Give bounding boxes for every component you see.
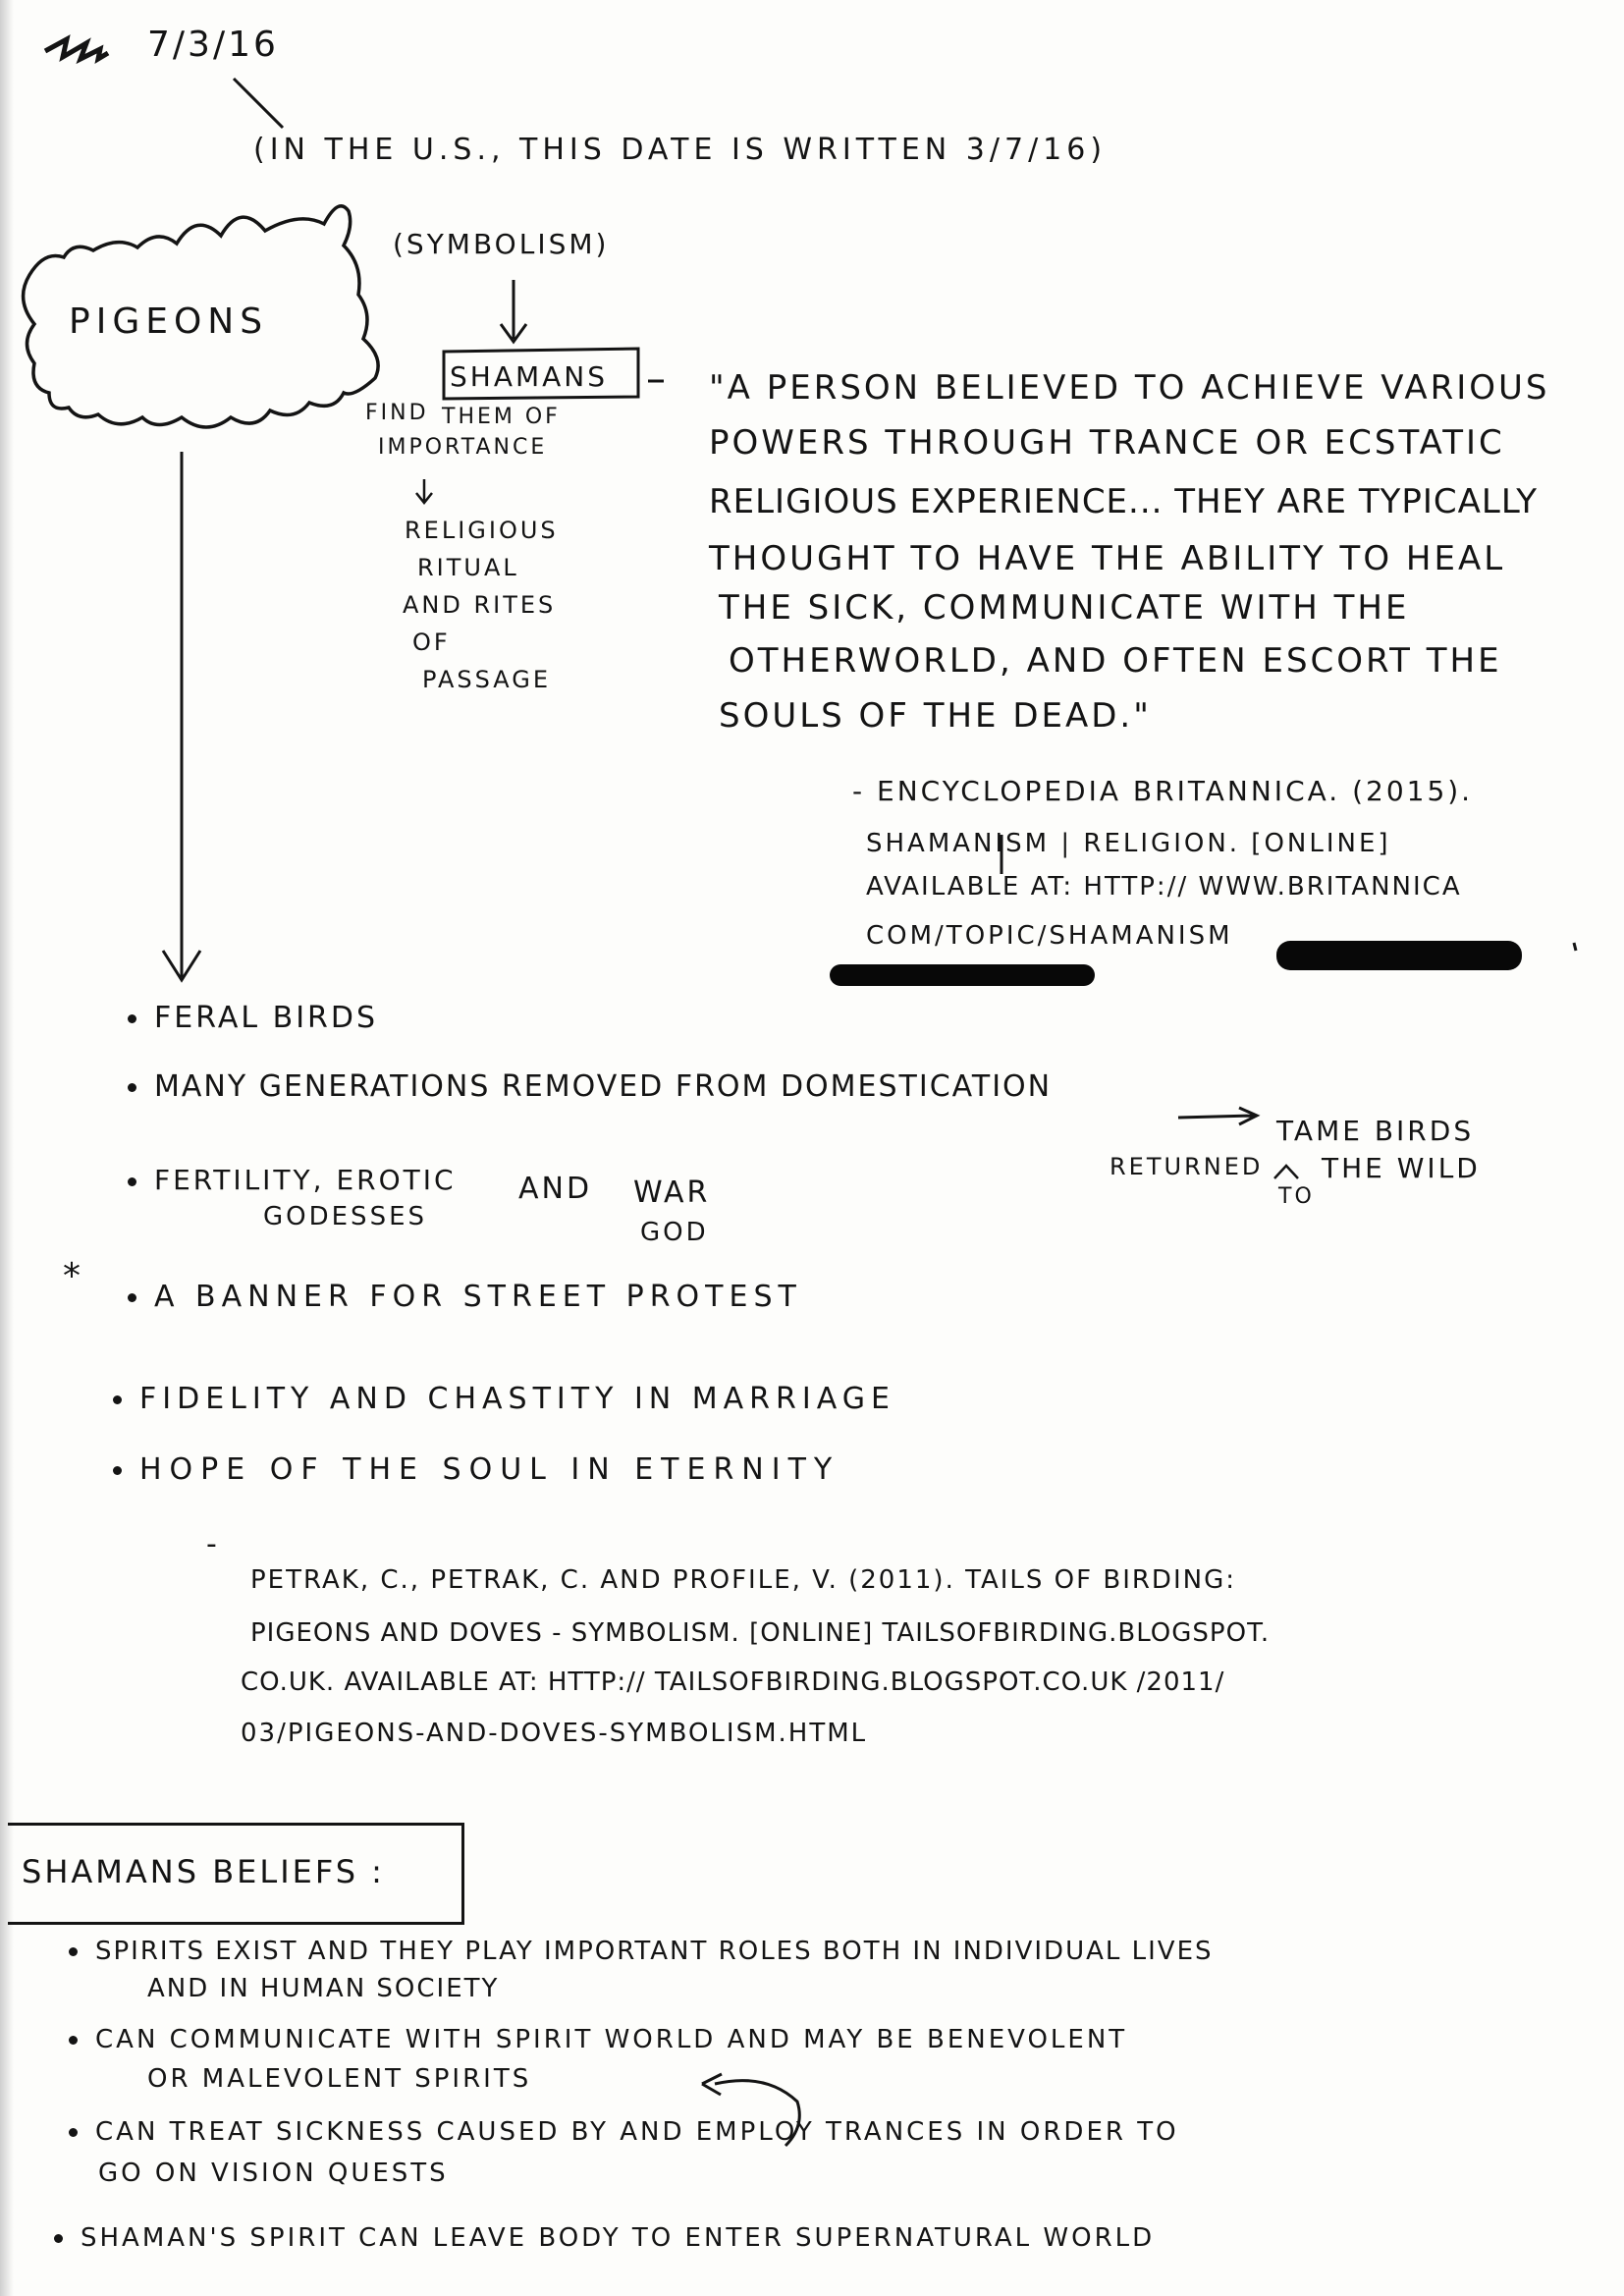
point-generations-text: MANY GENERATIONS REMOVED FROM DOMESTICATION xyxy=(154,1069,1053,1104)
belief-item-2 xyxy=(69,2027,1127,2052)
reference-line-2: PIGEONS AND DOVES - SYMBOLISM. [ONLINE] TAILSOFBIRDING.BLOGSPOT. xyxy=(250,1618,1271,1648)
point-generations xyxy=(128,1069,1053,1104)
citation-line-3: AVAILABLE AT: HTTP:// WWW.BRITANNICA xyxy=(866,872,1462,902)
bullet-dot xyxy=(69,1947,78,1956)
bullet-dot xyxy=(69,2036,78,2045)
quote-line-4: THOUGHT TO HAVE THE ABILITY TO HEAL xyxy=(709,539,1506,578)
belief-item-2-line2: OR MALEVOLENT SPIRITS xyxy=(147,2064,532,2094)
bullet-dot xyxy=(128,1293,136,1302)
tame-birds-label: TAME BIRDS xyxy=(1276,1115,1475,1147)
bullet-dot xyxy=(128,1083,136,1092)
symbolism-label: (SYMBOLISM) xyxy=(393,228,610,260)
britannica-underline-dot xyxy=(1574,943,1576,951)
belief-item-3 xyxy=(69,2119,1179,2145)
redaction-bar-left xyxy=(830,964,1095,986)
quote-line-7: SOULS OF THE DEAD." xyxy=(719,696,1152,736)
quote-line-6: OTHERWORLD, AND OFTEN ESCORT THE xyxy=(729,641,1502,681)
religious-line-4: OF xyxy=(412,629,451,656)
point-hope xyxy=(113,1452,840,1487)
reference-line-3: CO.UK. AVAILABLE AT: HTTP:// TAILSOFBIRDING.BLOGSPOT.CO.UK /2011/ xyxy=(241,1667,1225,1697)
date-connector-line xyxy=(234,79,283,128)
war-label: WAR xyxy=(633,1175,711,1210)
religious-line-5: PASSAGE xyxy=(422,666,552,693)
citation-line-1: - ENCYCLOPEDIA BRITANNICA. (2015). xyxy=(852,775,1474,807)
reference-dash: - xyxy=(206,1527,220,1561)
reference-line-4: 03/PIGEONS-AND-DOVES-SYMBOLISM.HTML xyxy=(241,1719,868,1748)
bullet-dot xyxy=(128,1014,136,1023)
religious-line-2: RITUAL xyxy=(417,554,519,581)
them-of-label: THEM OF xyxy=(442,405,561,429)
goddesses-label: GODESSES xyxy=(263,1202,427,1231)
religious-line-3: AND RITES xyxy=(403,591,557,619)
quote-line-1: "A PERSON BELIEVED TO ACHIEVE VARIOUS xyxy=(709,368,1550,408)
point-fertility xyxy=(128,1164,457,1196)
date-heading: 7/3/16 xyxy=(147,25,279,65)
find-label: FIND xyxy=(365,401,429,425)
main-topic-pigeons: PIGEONS xyxy=(69,301,269,342)
date-note: (IN THE U.S., THIS DATE IS WRITTEN 3/7/16) xyxy=(253,133,1108,167)
belief-item-3-line2: GO ON VISION QUESTS xyxy=(98,2159,449,2188)
point-fidelity xyxy=(113,1382,895,1416)
pigeons-down-arrow xyxy=(163,452,200,980)
shamans-label: SHAMANS xyxy=(450,360,609,393)
bullet-dot xyxy=(113,1395,122,1404)
and-label: AND xyxy=(518,1172,593,1206)
redaction-bar-right xyxy=(1276,941,1522,970)
belief-item-4-line1: SHAMAN'S SPIRIT CAN LEAVE BODY TO ENTER SUPERNATURAL WORLD xyxy=(81,2223,1156,2253)
symbolism-arrow xyxy=(501,280,526,342)
the-wild-label: THE WILD xyxy=(1322,1152,1481,1184)
point-banner xyxy=(128,1280,802,1314)
returned-label: RETURNED xyxy=(1110,1153,1264,1180)
bullet-dot xyxy=(128,1177,136,1186)
quote-line-2: POWERS THROUGH TRANCE OR ECSTATIC xyxy=(709,423,1505,463)
belief-item-2-line1: CAN COMMUNICATE WITH SPIRIT WORLD AND MAY BE BENEVOLENT xyxy=(95,2025,1128,2054)
point-feral xyxy=(128,1001,379,1035)
domestication-arrow xyxy=(1178,1108,1257,1124)
belief-item-1 xyxy=(69,1939,1214,1964)
insertion-caret xyxy=(1274,1166,1298,1178)
bullet-dot xyxy=(69,2128,78,2137)
importance-arrow xyxy=(416,479,432,503)
point-hope-text: HOPE OF THE SOUL IN ETERNITY xyxy=(139,1452,840,1487)
religious-line-1: RELIGIOUS xyxy=(405,517,559,544)
point-banner-text: A BANNER FOR STREET PROTEST xyxy=(154,1280,802,1314)
beliefs-title: SHAMANS BELIEFS : xyxy=(22,1853,385,1890)
point-fertility-text: FERTILITY, EROTIC xyxy=(154,1164,457,1196)
to-label: TO xyxy=(1278,1184,1315,1209)
belief-item-4 xyxy=(54,2225,1155,2251)
citation-line-4: COM/TOPIC/SHAMANISM xyxy=(866,921,1233,951)
bullet-dot xyxy=(54,2234,63,2243)
quote-line-5: THE SICK, COMMUNICATE WITH THE xyxy=(719,588,1410,628)
point-fidelity-text: FIDELITY AND CHASTITY IN MARRIAGE xyxy=(139,1382,895,1416)
scribble-mark xyxy=(45,39,108,59)
star-marker: * xyxy=(63,1256,83,1296)
belief-item-1-line2: AND IN HUMAN SOCIETY xyxy=(147,1974,500,2003)
citation-line-2: SHAMANISM | RELIGION. [ONLINE] xyxy=(866,829,1391,858)
belief-item-3-line1: CAN TREAT SICKNESS CAUSED BY AND EMPLOY TRANCES IN ORDER TO xyxy=(95,2117,1179,2147)
belief-item-1-line1: SPIRITS EXIST AND THEY PLAY IMPORTANT ROLES BOTH IN INDIVIDUAL LIVES xyxy=(95,1937,1214,1966)
point-feral-text: FERAL BIRDS xyxy=(154,1001,379,1035)
reference-line-1: PETRAK, C., PETRAK, C. AND PROFILE, V. (2011). TAILS OF BIRDING: xyxy=(250,1565,1236,1595)
importance-label: IMPORTANCE xyxy=(378,435,548,460)
god-label: GOD xyxy=(640,1218,709,1247)
quote-line-3: RELIGIOUS EXPERIENCE... THEY ARE TYPICALLY xyxy=(709,482,1539,521)
bullet-dot xyxy=(113,1466,122,1475)
